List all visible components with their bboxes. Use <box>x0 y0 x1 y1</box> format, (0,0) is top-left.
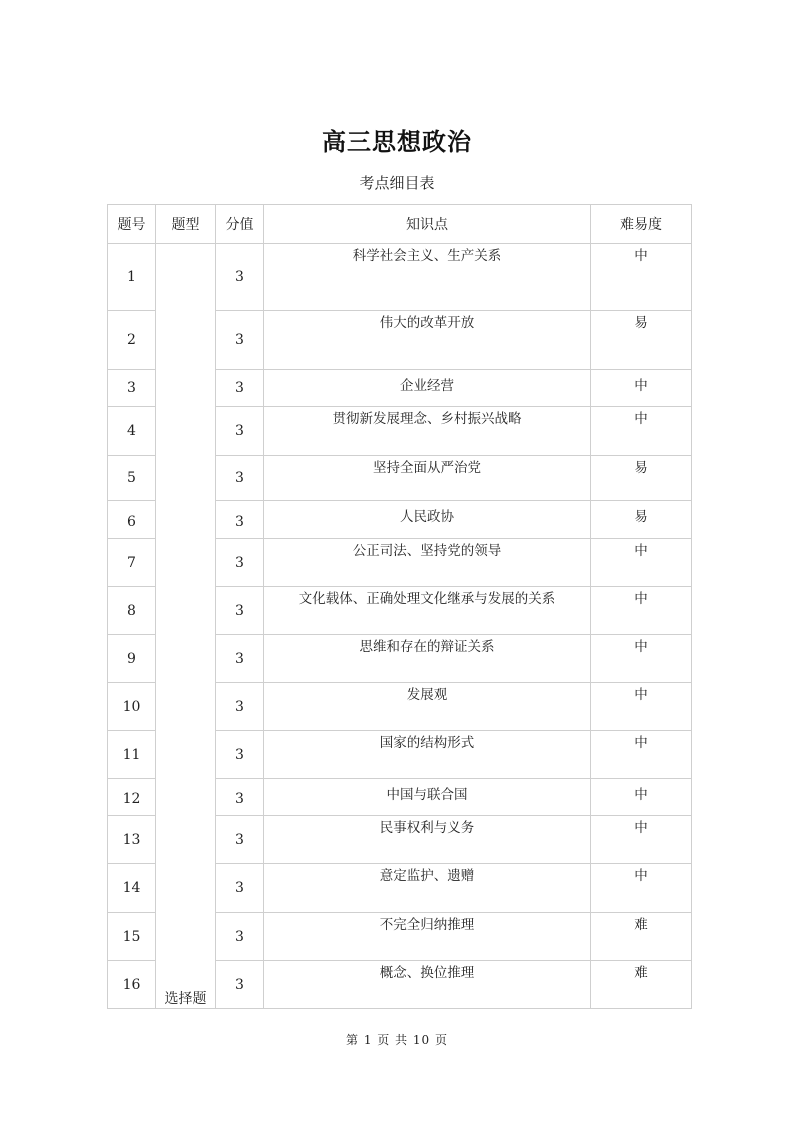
difficulty-level: 中 <box>591 244 692 311</box>
question-type-cell: 选择题 <box>156 244 216 1009</box>
question-number: 5 <box>108 456 156 501</box>
knowledge-point: 概念、换位推理 <box>264 961 591 1009</box>
knowledge-point: 科学社会主义、生产关系 <box>264 244 591 311</box>
knowledge-point: 企业经营 <box>264 370 591 407</box>
knowledge-point: 思维和存在的辩证关系 <box>264 635 591 683</box>
knowledge-point: 伟大的改革开放 <box>264 311 591 370</box>
question-number: 3 <box>108 370 156 407</box>
question-number: 9 <box>108 635 156 683</box>
question-score: 3 <box>216 864 264 913</box>
question-score: 3 <box>216 311 264 370</box>
knowledge-point: 人民政协 <box>264 501 591 539</box>
question-number: 13 <box>108 816 156 864</box>
question-number: 12 <box>108 779 156 816</box>
page-number-footer: 第 1 页 共 10 页 <box>346 1033 448 1047</box>
difficulty-level: 中 <box>591 683 692 731</box>
question-number: 7 <box>108 539 156 587</box>
question-number: 4 <box>108 407 156 456</box>
knowledge-point: 不完全归纳推理 <box>264 913 591 961</box>
question-number: 1 <box>108 244 156 311</box>
question-score: 3 <box>216 539 264 587</box>
difficulty-level: 易 <box>591 501 692 539</box>
knowledge-point: 发展观 <box>264 683 591 731</box>
question-score: 3 <box>216 587 264 635</box>
header-type: 题型 <box>156 205 216 244</box>
question-number: 11 <box>108 731 156 779</box>
difficulty-level: 难 <box>591 961 692 1009</box>
knowledge-point: 中国与联合国 <box>264 779 591 816</box>
question-score: 3 <box>216 407 264 456</box>
exam-points-table <box>107 204 692 1009</box>
question-number: 10 <box>108 683 156 731</box>
difficulty-level: 难 <box>591 913 692 961</box>
header-knowledge: 知识点 <box>264 205 591 244</box>
header-score: 分值 <box>216 205 264 244</box>
question-number: 14 <box>108 864 156 913</box>
knowledge-point: 民事权利与义务 <box>264 816 591 864</box>
knowledge-point: 公正司法、坚持党的领导 <box>264 539 591 587</box>
question-score: 3 <box>216 370 264 407</box>
knowledge-point: 文化载体、正确处理文化继承与发展的关系 <box>264 587 591 635</box>
table-row <box>108 244 692 311</box>
question-number: 2 <box>108 311 156 370</box>
question-score: 3 <box>216 731 264 779</box>
header-number: 题号 <box>108 205 156 244</box>
question-number: 8 <box>108 587 156 635</box>
difficulty-level: 中 <box>591 731 692 779</box>
question-score: 3 <box>216 961 264 1009</box>
document-subtitle: 考点细目表 <box>359 174 435 192</box>
difficulty-level: 中 <box>591 407 692 456</box>
difficulty-level: 中 <box>591 635 692 683</box>
difficulty-level: 中 <box>591 370 692 407</box>
question-score: 3 <box>216 456 264 501</box>
question-score: 3 <box>216 816 264 864</box>
question-score: 3 <box>216 501 264 539</box>
difficulty-level: 易 <box>591 456 692 501</box>
difficulty-level: 中 <box>591 816 692 864</box>
knowledge-point: 坚持全面从严治党 <box>264 456 591 501</box>
question-score: 3 <box>216 913 264 961</box>
question-number: 15 <box>108 913 156 961</box>
table-header-row <box>108 205 692 244</box>
knowledge-point: 贯彻新发展理念、乡村振兴战略 <box>264 407 591 456</box>
knowledge-point: 国家的结构形式 <box>264 731 591 779</box>
difficulty-level: 中 <box>591 864 692 913</box>
question-number: 16 <box>108 961 156 1009</box>
question-number: 6 <box>108 501 156 539</box>
question-score: 3 <box>216 683 264 731</box>
knowledge-point: 意定监护、遗赠 <box>264 864 591 913</box>
difficulty-level: 易 <box>591 311 692 370</box>
difficulty-level: 中 <box>591 539 692 587</box>
question-score: 3 <box>216 635 264 683</box>
document-title: 高三思想政治 <box>322 128 472 156</box>
question-score: 3 <box>216 779 264 816</box>
difficulty-level: 中 <box>591 587 692 635</box>
question-score: 3 <box>216 244 264 311</box>
header-difficulty: 难易度 <box>591 205 692 244</box>
difficulty-level: 中 <box>591 779 692 816</box>
